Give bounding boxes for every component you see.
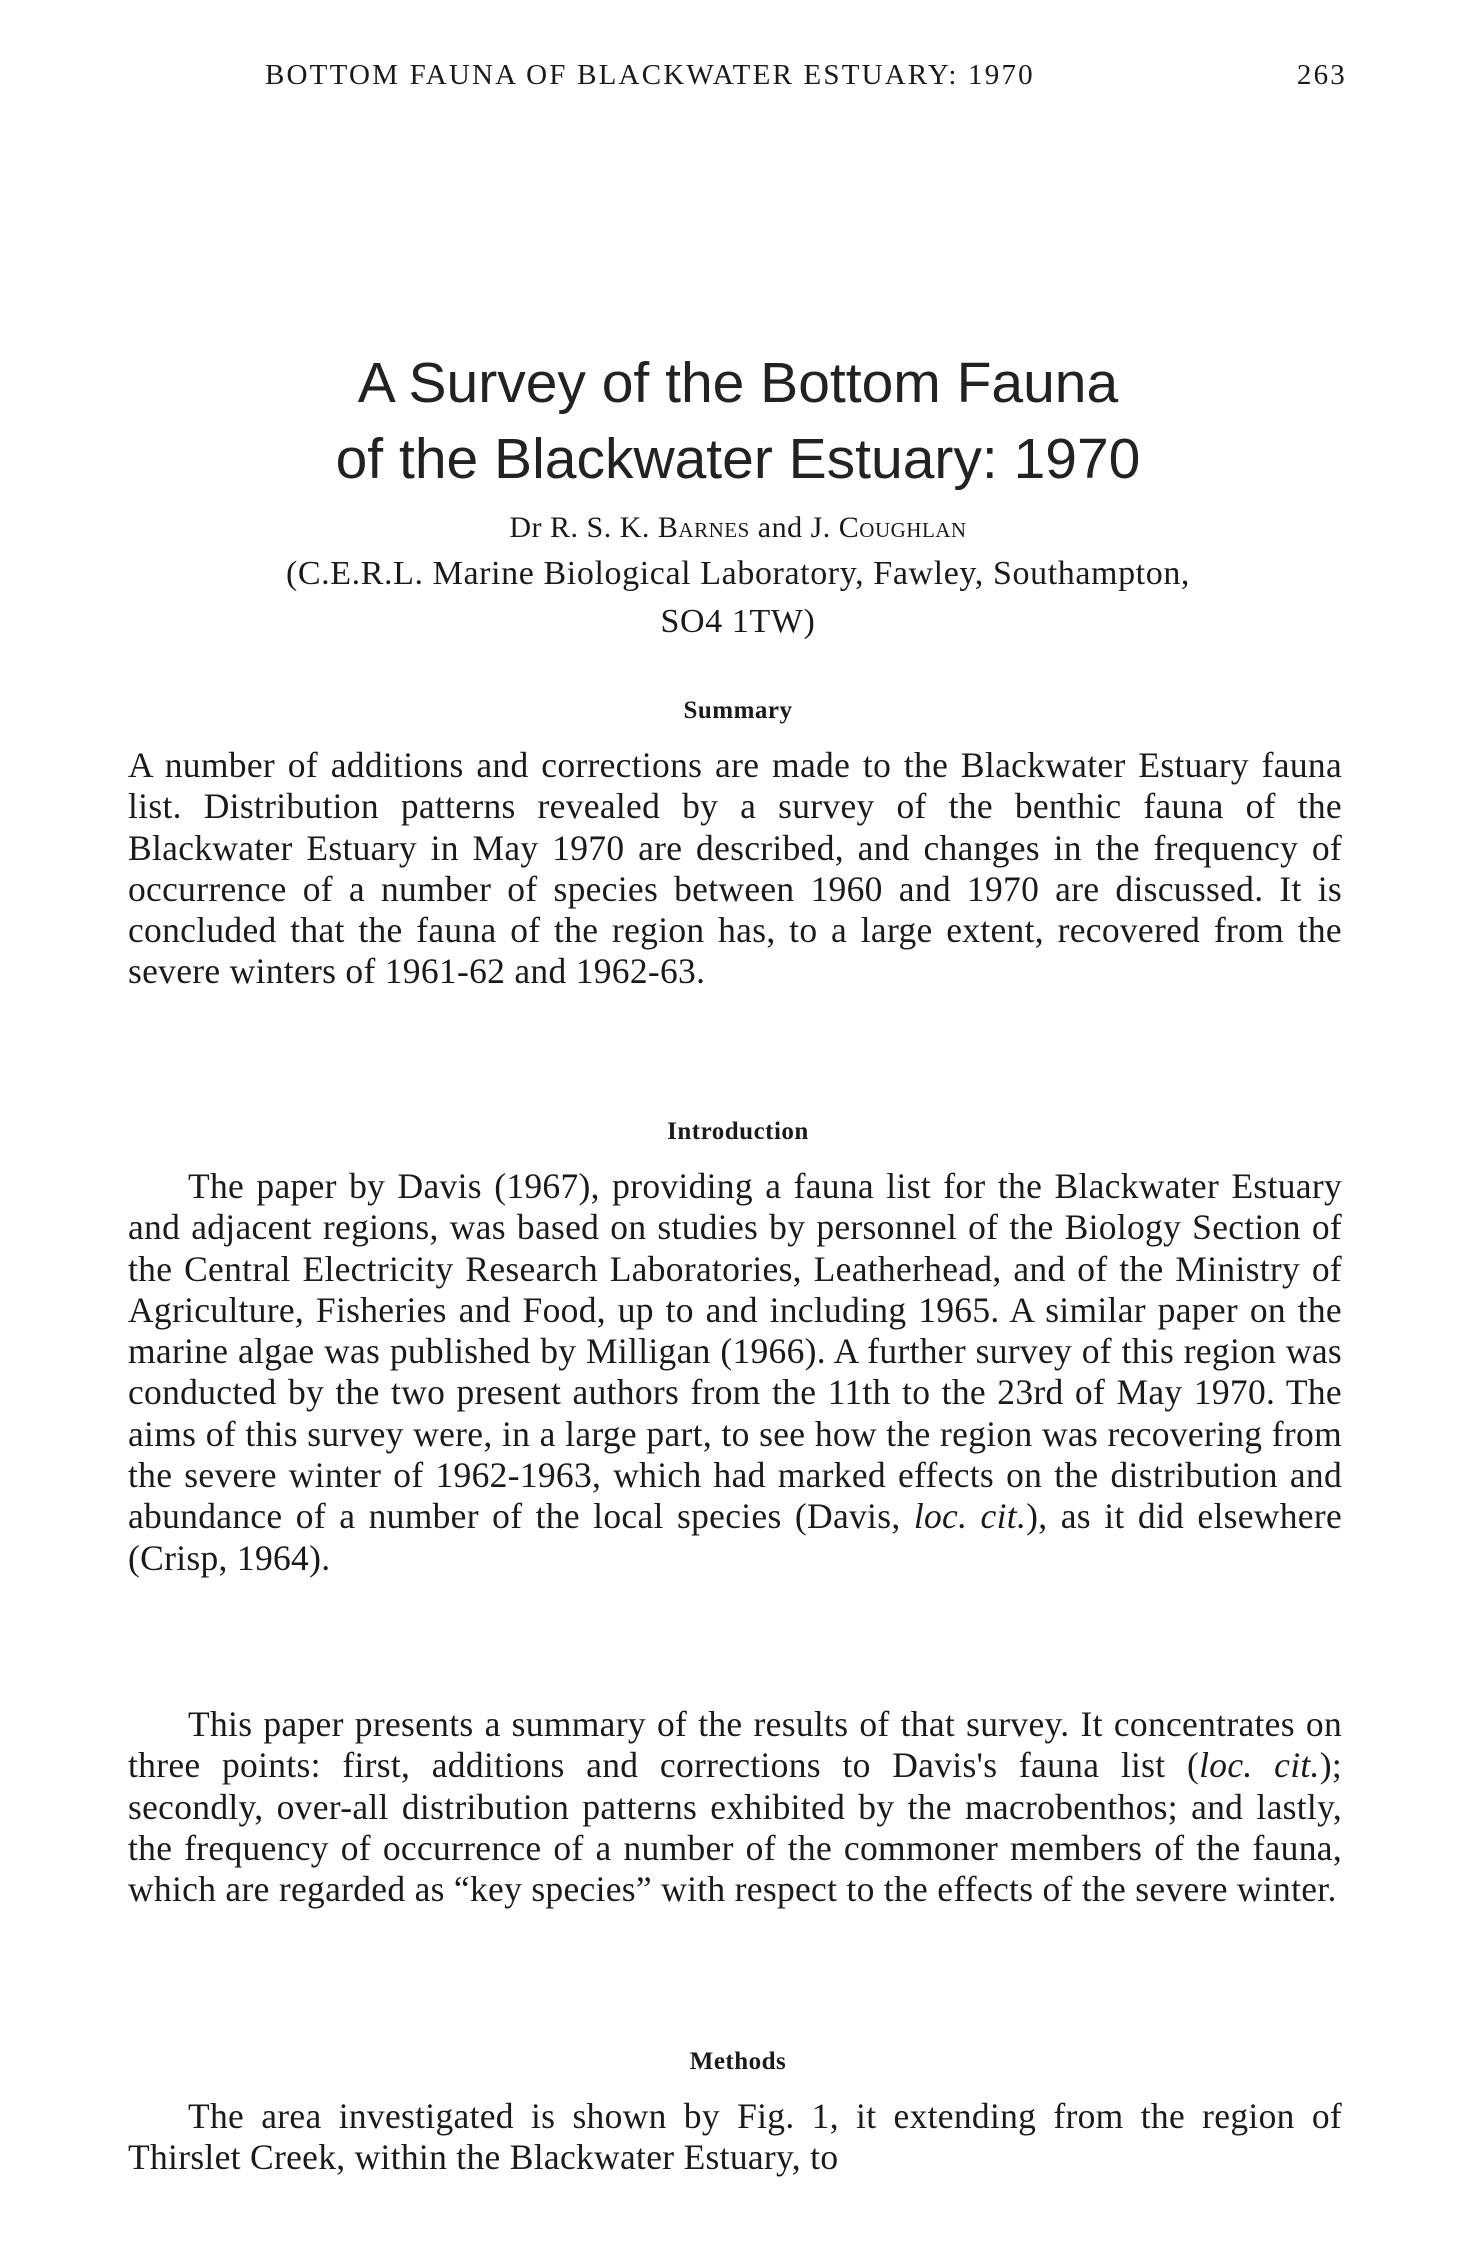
author1-surname: Barnes — [657, 511, 750, 544]
page-number: 263 — [1296, 58, 1347, 91]
introduction-paragraph-2 — [128, 1704, 1342, 1910]
intro-p1-text-a: The paper by Davis (1967), providing a fauna list for the Blackwater Estuary and adjacent regions, was based on studies by personnel of the Biology Section of the Central Electricity Research Laboratories, Leatherhead, and of the Ministry of Agriculture, Fisheries and Food, up to and including 1965. A similar paper on the marine algae was published by Milligan (1966). A further survey of this region was conducted by the two present authors from the 11th to the 23rd of May 1970. The aims of this survey were, in a large part, to see how the region was recovering from the severe winter of 1962-1963, which had marked effects on the distribution and abundance of a number of the local species (Davis, — [128, 1166, 1342, 1537]
summary-heading: Summary — [683, 697, 793, 724]
running-head — [265, 50, 1347, 100]
running-title: BOTTOM FAUNA OF BLACKWATER ESTUARY: 1970 — [265, 58, 1035, 91]
title-line-2: of the Blackwater Estuary: 1970 — [335, 427, 1141, 491]
methods-heading: Methods — [689, 2048, 787, 2075]
methods-text: The area investigated is shown by Fig. 1, it extending from the region of Thirslet Creek, within the Blackwater Estuary, to — [128, 2096, 1342, 2178]
introduction-paragraph-1 — [128, 1166, 1342, 1579]
authors-prefix: Dr R. S. K. — [509, 511, 650, 544]
intro-p2-text-a: This paper presents a summary of the results of that survey. It concentrates on three points: first, additions and corrections to Davis's fauna list ( — [128, 1704, 1342, 1786]
intro-p2-text-b: ); secondly, over-all distribution patterns exhibited by the macrobenthos; and lastly, the frequency of occurrence of a number of the commoner members of the fauna, which are regarded as “key species” with respect to the effects of the severe winter. — [128, 1745, 1342, 1910]
summary-text: A number of additions and corrections are made to the Blackwater Estuary fauna list. Distribution patterns revealed by a survey of the benthic fauna of the Blackwater Estuary in May 1970 are described, and changes in the frequency of occurrence of a number of species between 1960 and 1970 are discussed. It is concluded that the fauna of the region has, to a large extent, recovered from the severe winters of 1961-62 and 1962-63. — [128, 745, 1342, 992]
affiliation-line-1: (C.E.R.L. Marine Biological Laboratory, Fawley, Southampton, — [285, 555, 1191, 592]
authors-and: and J. — [757, 511, 831, 544]
affiliation-line-2: SO4 1TW) — [660, 603, 816, 640]
article-title — [0, 345, 1476, 497]
affiliation — [0, 550, 1476, 646]
introduction-heading: Introduction — [667, 1118, 809, 1145]
author2-surname: Coughlan — [838, 511, 967, 544]
intro-p1-text-b: ), as it did elsewhere (Crisp, 1964). — [128, 1496, 1342, 1578]
authors — [0, 508, 1476, 548]
title-line-1: A Survey of the Bottom Fauna — [357, 351, 1119, 415]
intro-p2-citation: loc. cit. — [1199, 1745, 1320, 1786]
intro-p1-citation: loc. cit. — [913, 1496, 1027, 1537]
